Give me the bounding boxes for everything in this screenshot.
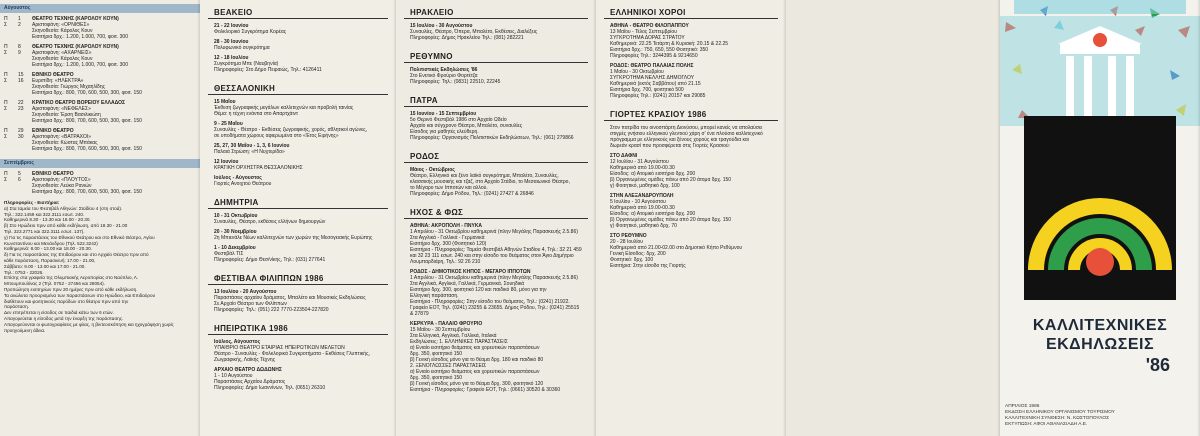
event-line: β) Οργανωμένες ομάδες πάνω από 20 άτομα δρχ. 150 — [610, 217, 732, 223]
weekday-column — [4, 44, 18, 68]
event-line: Παλαιά Στρώση: «Η Νυχτερίδα» — [214, 149, 285, 155]
weekday-letter: Π — [4, 72, 8, 78]
event-line: 1 Μαΐου - 30 Οκτωβρίου — [610, 69, 664, 75]
info-line: Απαγορεύονται οι φωτογραφίσεις με φλας, η βιντεοσκόπηση και ηχογράφηση χωρίς προηγούμενη άδεια. — [4, 321, 174, 333]
event-line: 1 Απριλίου - 31 Οκτωβρίου καθημερινά (πλην Μεγάλης Παρασκευής 2.5.86) — [410, 229, 578, 235]
info-line: β) Στο Ηρώδειο πριν από κάθε εκδήλωση, από 18.30 - 21.00 — [4, 223, 128, 229]
day-number: 22 — [18, 100, 24, 106]
event-date: Ιούλιος - Αύγουστος — [214, 175, 262, 181]
section-epirus — [200, 338, 396, 394]
event-date: 13 Ιουλίου - 20 Αυγούστου — [214, 289, 277, 295]
contact-info: Πληροφορίες: Δήμο Θεσ/νίκης, Τηλ.: (031) 277641 — [214, 257, 326, 263]
contact-info: Εισιτήρια - Πληροφορίες: Στην είσοδο του θεάματος, Τηλ.: (0241) 21922. Γραφείο ΕΟΤ, Τηλ. (0241) 23255 & 23655. Δήμος Ρόδου, Τηλ.: (0241) 25515 & 27879 — [410, 299, 580, 317]
event-date: ΚΕΡΚΥΡΑ - ΠΑΛΑΙΟ ΦΡΟΥΡΙΟ — [410, 321, 483, 327]
contact-info: Πληροφορίες: Δήμο Ιωαννίνων, Τηλ. (0651) 26310 — [214, 385, 326, 391]
event-line: Είσοδος: α) Ατομικό εισιτήριο δρχ. 200 — [610, 171, 696, 177]
event-block — [200, 366, 396, 394]
event-body — [32, 100, 196, 124]
event-block — [200, 228, 396, 244]
event-line: α) Ενιαίο εισιτήριο θεάματος και χορευτικών παραστάσεων — [410, 345, 540, 351]
event-entry — [0, 170, 200, 198]
event-body — [32, 44, 196, 68]
event-block — [200, 54, 396, 76]
info-line: γ) Για τις παραστάσεις του Εθνικού Θεάτρου και στο Εθνικό Θέατρο, Αγίου — [4, 234, 155, 240]
event-date: 28 - 30 Ιουνίου — [214, 39, 249, 45]
day-number: 30 — [18, 134, 24, 140]
info-line: Κωνσταντίνου και Μενάνδρου (Τηλ. 522.3242) — [4, 240, 98, 246]
event-line: Εισιτήρια δρχ.: 800, 700, 600, 500, 300, φοιτ. 150 — [32, 90, 142, 96]
info-line: κάθε παράσταση, Παρασκευή: 17.00 - 21.00, — [4, 257, 96, 263]
cover-title-line-1: ΚΑΛΛΙΤΕΧΝΙΚΕΣ — [1032, 317, 1168, 334]
event-line: Εισιτήρια δρχ.: 1.200, 1.000, 700, φοιτ. 300 — [32, 34, 128, 40]
event-body — [32, 171, 196, 195]
event-block — [200, 158, 396, 174]
section-wine-festivals — [596, 152, 786, 272]
event-list — [0, 15, 200, 155]
event-block — [596, 62, 786, 102]
event-line: Αρχαίο και σύγχρονο Θέατρο, Μπαλέτο, συναυλίες — [410, 123, 523, 129]
event-line: Σκηνοθεσία: Έρση Βασιλικιώτη — [32, 112, 101, 118]
event-line: Σε Αρχαίο Θέατρο των Φιλίππων — [214, 301, 287, 307]
event-line: 13 Μαΐου - Τέλος Σεπτεμβρίου — [610, 29, 677, 35]
event-line: Εισιτήρια δρχ. 700, φοιτητικό 500 — [610, 87, 684, 93]
publisher-footer — [1005, 404, 1115, 428]
event-line: Συναυλίες, Θέατρο, εκθέσεις ελλήνων δημιουργών — [214, 219, 326, 225]
day-number: 9 — [18, 50, 21, 56]
section-title-rhodes: ΡΟΔΟΣ — [404, 150, 588, 163]
info-line: δ) Για τις παραστάσεις της Επιδαύρου και στο Αρχαίο Θέατρο πριν από — [4, 252, 149, 258]
section-title-epirus: ΗΠΕΙΡΩΤΙΚΑ 1986 — [208, 322, 388, 335]
weekday-letter: Σ — [4, 106, 8, 112]
event-line: Εισιτήρια δρχ.: 750, 650, 550 Φοιτητικό: 350 — [610, 47, 709, 53]
event-block — [200, 212, 396, 228]
info-line: Τηλ. 323.2771 και 322.3111 εσωτ. 137). — [4, 228, 85, 234]
temple-column — [1066, 56, 1074, 116]
event-entry — [0, 43, 200, 71]
event-block — [200, 38, 396, 54]
section-heraklion — [396, 22, 596, 44]
event-line: Στο Ενετικό Φρούριο Φορτέτζα — [410, 73, 478, 79]
cover-illustration — [1000, 0, 1200, 300]
cover-year: '86 — [1145, 355, 1170, 375]
event-entry — [0, 99, 200, 127]
event-date: 12 - 18 Ιουλίου — [214, 55, 249, 61]
event-date: ΑΘΗΝΑ: ΑΚΡΟΠΟΛΗ - ΠΝΥΚΑ — [410, 223, 483, 229]
section-sound-light — [396, 222, 596, 396]
event-line: Σκηνοθεσία: Λεύκα Ρανιών — [32, 183, 92, 189]
section-title-philippi: ΦΕΣΤΙΒΑΛ ΦΙΛΙΠΠΩΝ 1986 — [208, 272, 388, 285]
weekday-letter: Π — [4, 100, 8, 106]
event-line: Αριστοφάνη: «ΟΡΝΙΘΕΣ» — [32, 22, 90, 28]
event-date: 15 Μαΐου — [214, 99, 236, 105]
section-rhodes — [396, 166, 596, 200]
event-line: Σκηνοθεσία: Κάρολος Κουν — [32, 28, 93, 34]
contact-info: Πληροφορίες: Οργανισμός Πολιτιστικών Εκδηλώσεων, Τηλ.: (061) 279866 — [410, 135, 574, 141]
panel-blank-fold — [786, 0, 1000, 436]
event-date: Μάιος - Οκτώβριος — [410, 167, 455, 173]
event-line: 1 - 10 Αυγούστου — [214, 373, 253, 379]
cover-title — [1000, 316, 1200, 376]
venue-name: ΘΕΑΤΡΟ ΤΕΧΝΗΣ (ΚΑΡΟΛΟΥ ΚΟΥΝ) — [32, 16, 119, 22]
event-date: 10 - 31 Οκτωβρίου — [214, 213, 258, 219]
day-number: 2 — [18, 22, 21, 28]
event-block — [200, 98, 396, 120]
event-block — [396, 110, 596, 144]
info-line: Σάββατο: 9.00 - 13.00 και 17.00 - 21.00. — [4, 263, 86, 269]
event-line: Εισιτήριο δρχ. 300, φοιτητικό 120 και παιδικό 80, μόνο για την — [410, 287, 547, 293]
event-line: Παραστάσεις αρχαίου δράματος, Μπαλέτο και Μουσικές Εκδηλώσεις — [214, 295, 366, 301]
event-date: ΣΤΟ ΡΕΘΥΜΝΟ — [610, 233, 647, 239]
event-block — [200, 142, 396, 158]
day-number: 23 — [18, 106, 24, 112]
section-philippi — [200, 288, 396, 316]
event-line: γ) Φοιτητικό, μαθητικό δρχ. 100 — [610, 183, 680, 189]
weekday-letter: Σ — [4, 78, 8, 84]
event-date: 21 - 22 Ιουνίου — [214, 23, 249, 29]
footer-line: ΚΑΛΛΙΤΕΧΝΙΚΗ ΣΥΝΘΕΣΗ: Ν. ΚΩΣΤΟΠΟΥΛΟΣ — [1005, 416, 1110, 421]
info-line: Καθημερινά: 8.00 - 13.00 και 18.00 - 20.30. — [4, 246, 92, 252]
event-line: 20 - 28 Ιουλίου — [610, 239, 643, 245]
event-line: Σκηνοθεσία: Γιώργος Μιχαηλίδης — [32, 84, 106, 90]
wine-festival-intro — [596, 124, 786, 152]
event-line: Στα Αγγλικά - Γαλλικά - Γερμανικά — [410, 235, 485, 241]
event-body — [32, 128, 196, 152]
event-line: β) Οργανωμένες ομάδες πάνω από 20 άτομα δρχ. 150 — [610, 177, 732, 183]
day-number: 8 — [18, 44, 21, 50]
venue-name: ΚΡΑΤΙΚΟ ΘΕΑΤΡΟ ΒΟΡΕΙΟΥ ΕΛΛΑΔΟΣ — [32, 100, 125, 106]
event-line: Ζωγραφικής, Λαϊκής Τέχνης — [214, 357, 276, 363]
weekday-letter: Π — [4, 16, 8, 22]
contact-info: Πληροφορίες: Στο Δήμο Πειραιώς, Τηλ.: 4126411 — [214, 67, 322, 73]
event-line: β) Γενική είσοδος μόνο για το θέαμα δρχ. 300, φοιτητικό 120 — [410, 381, 544, 387]
event-block — [396, 222, 596, 268]
section-rethymno — [396, 66, 596, 88]
event-line: 15 Μαΐου - 30 Σεπτεμβρίου — [410, 327, 471, 333]
event-block — [200, 174, 396, 190]
event-line: 2η Μπιενάλε Νέων καλλιτεχνών των χωρών της Μεσογειακής Ευρώπης — [214, 235, 373, 241]
event-date: ΣΤΟ ΔΑΦΝΙ — [610, 153, 638, 159]
event-line: β) Γενική είσοδος μόνο για το θέαμα δρχ. 180 και παιδικό 80 — [410, 357, 544, 363]
event-line: κλασσικής μουσικής και τζαζ, στο Αρχαίο Στάδιο, το Μεσαιωνικό Θέατρο, — [410, 179, 570, 185]
info-line: Τηλ.: 0753 - 22026. — [4, 269, 44, 275]
event-line: Θέατρο - Συναυλίες - Φολκλορικά Συγκροτήματα - Εκθέσεις Γλυπτικής, — [214, 351, 370, 357]
temple-column — [1126, 56, 1134, 116]
venue-name: ΕΘΝΙΚΟ ΘΕΑΤΡΟ — [32, 128, 74, 134]
event-date: ΡΟΔΟΣ - ΔΗΜΟΤΙΚΟΣ ΚΗΠΟΣ - ΜΕΓΑΡΟ ΙΠΠΟΤΩΝ — [410, 269, 531, 275]
event-list-september — [0, 170, 200, 198]
section-veakeio — [200, 22, 396, 76]
event-line: Σκηνοθεσία: Κώστας Μπάκας — [32, 140, 98, 146]
section-patra — [396, 110, 596, 144]
contact-info: Εισιτήρια - Πληροφορίες: Γραφείο ΕΟΤ, Τηλ.: (0661) 30520 & 30360 — [410, 387, 561, 393]
event-block — [596, 22, 786, 62]
info-line: διαθέτουν και φοιτητικούς παρόδων στο θέατρο πριν από την — [4, 298, 129, 304]
day-column — [18, 171, 32, 195]
weekday-letter: Π — [4, 44, 8, 50]
month-band-august: Αύγουστος — [0, 4, 200, 13]
event-line: Ευριπίδη: «ΗΛΕΚΤΡΑ» — [32, 78, 84, 84]
panel-regions-a — [200, 0, 396, 436]
event-line: Σκηνοθεσία: Κάρολος Κουν — [32, 56, 93, 62]
event-block — [200, 288, 396, 316]
event-line: Φολκλορικό Συγκρότημα Κορέας — [214, 29, 287, 35]
weekday-letter: Σ — [4, 177, 8, 183]
day-column — [18, 72, 32, 96]
intro-line: πρόγραμμα με ελληνικούς και ξένους χορούς και τραγούδια και — [610, 137, 749, 143]
event-line: Στα Ελληνικά, Αγγλικά, Γαλλικά, Ιταλικά — [410, 333, 497, 339]
venue-name: ΕΘΝΙΚΟ ΘΕΑΤΡΟ — [32, 171, 74, 177]
contact-info: Πληροφορίες Τηλ.: 3244395 & 9214650 — [610, 53, 698, 59]
weekday-letter: Π — [4, 128, 8, 134]
panel-athens-epidaurus — [0, 0, 200, 436]
contact-info: Πληροφορίες: Τηλ.: (0831) 22510, 22245 — [410, 79, 501, 85]
event-line: Εισιτήρια δρχ.: 800, 700, 600, 500, 300, φοιτ. 150 — [32, 118, 142, 124]
footer-line: ΕΚΤΥΠΩΣΗ: ΑΦΟΙ ΑΘΑΝΑΣΙΑΔΗ Α.Ε. — [1005, 422, 1088, 427]
event-block — [396, 66, 596, 88]
weekday-column — [4, 171, 18, 195]
day-number: 16 — [18, 78, 24, 84]
event-block — [396, 166, 596, 200]
event-line: Παραστάσεις Αρχαίου Δράματος — [214, 379, 286, 385]
event-body — [32, 16, 196, 40]
weekday-column — [4, 16, 18, 40]
section-title-sound-light: ΗΧΟΣ & ΦΩΣ — [404, 206, 588, 219]
event-line: Εισιτήρια δρχ.: 1.200, 1.000, 700, φοιτ. 300 — [32, 62, 128, 68]
venue-name: ΕΘΝΙΚΟ ΘΕΑΤΡΟ — [32, 72, 74, 78]
event-line: Καθημερινά από 19.00-00.30 — [610, 205, 675, 211]
event-entry — [0, 71, 200, 99]
section-title-patra: ΠΑΤΡΑ — [404, 94, 588, 107]
info-section — [0, 198, 200, 335]
event-line: ΣΥΓΚΡΟΤΗΜΑ ΔΟΡΑΣ ΣΤΡΑΤΟΥ — [610, 35, 685, 41]
section-dimitria — [200, 212, 396, 266]
contact-info: Πληροφορίες: Δήμο Ρόδου, Τηλ.: (0241) 27427 & 26846 — [410, 191, 534, 197]
center-disc — [1086, 248, 1114, 276]
event-line: Φοιτητικό: δρχ. 100 — [610, 257, 654, 263]
contact-info: Εισιτήρια - Πληροφορίες: Ταμεία Φεστιβάλ Αθηνών Σταδίου 4, Τηλ.: 32 21 459 και 32 23 111 εσωτ. 240 και στην είσοδο του θεάματος στον Άγιο Δημήτριο Λουμπαρδιάρη, Τηλ.: 92 26 210 — [410, 247, 582, 265]
event-block — [200, 244, 396, 266]
panel-dances-wine — [596, 0, 786, 436]
weekday-column — [4, 72, 18, 96]
event-line: σε υποδήματα χώρους αφιερωμένα στο «Έτος Ειρήνης» — [214, 133, 339, 139]
event-line: α) Ενιαίο εισιτήριο θεάματος και χορευτικών παραστάσεων — [410, 369, 540, 375]
event-line: 5 Ιουλίου - 10 Αυγούστου — [610, 199, 666, 205]
weekday-column — [4, 100, 18, 124]
event-line: 1 Απριλίου - 31 Οκτωβρίου καθημερινά (πλην Μεγάλης Παρασκευής 2.5.86) — [410, 275, 578, 281]
day-column — [18, 100, 32, 124]
event-date: 20 - 30 Νοεμβρίου — [214, 229, 257, 235]
event-date: 25, 27, 30 Μαΐου - 1, 3, 6 Ιουνίου — [214, 143, 290, 149]
weekday-letter: Σ — [4, 50, 8, 56]
event-date: ΑΘΗΝΑ - ΘΕΑΤΡΟ ΦΙΛΟΠΑΠΠΟΥ — [610, 23, 689, 29]
section-greek-dances — [596, 22, 786, 102]
event-line: Συγκρότημα Μπε (Ναυβηνία) — [214, 61, 279, 67]
info-lines — [4, 206, 196, 334]
event-line: Αριστοφάνη: «ΝΕΦΕΛΕΣ» — [32, 106, 91, 112]
event-line: γ) Φοιτητικό, μαθητικό δρχ. 70 — [610, 223, 677, 229]
event-date: 9 - 25 Μαΐου — [214, 121, 243, 127]
sun-disc — [1093, 33, 1107, 47]
event-line: Εισιτήρια δρχ.: 800, 700, 600, 500, 300, φοιτ. 150 — [32, 146, 142, 152]
section-title-dimitria: ΔΗΜΗΤΡΙΑ — [208, 196, 388, 209]
event-block — [200, 338, 396, 366]
event-line: Καθημερινά από 21.00-02.00 στο Δημοτικό Κήπο Ρεθύμνου — [610, 245, 743, 251]
event-line: Καθημερινά (εκτός Σαββάτου) από 21.15 — [610, 81, 701, 87]
weekday-letter: Σ — [4, 134, 8, 140]
event-date: 15 Ιουλίου - 30 Αυγούστου — [410, 23, 473, 29]
day-column — [18, 44, 32, 68]
event-line: Καθημερινά: 22.25 Τετάρτη & Κυριακή: 20.15 & 22.25 — [610, 41, 729, 47]
info-line: α) Στα ταμεία του Φεστιβάλ Αθηνών: Σταδίου 4 (στη στοά). — [4, 205, 123, 211]
contact-info: Πληροφορίες: Δήμος Ηρακλείου Τηλ.: (081) 282221 — [410, 35, 524, 41]
event-line: Εκδηλώσεις: 1. ΕΛΛΗΝΙΚΕΣ ΠΑΡΑΣΤΑΣΕΙΣ — [410, 339, 508, 345]
event-line: Συναυλίες, Θέατρο, Όπερα, Μπαλέτο, Εκθέσεις, Διαλέξεις — [410, 29, 538, 35]
intro-line: Στον πατρίδα του οινοσπάρτη Διονύσου, μπορεί κανείς να απολαύσει — [610, 125, 763, 131]
info-line: Μπουμπουλίνας 2 (Τηλ. 0752 - 27456 και 28054). — [4, 281, 105, 287]
cover-title-line-2: ΕΚΔΗΛΩΣΕΙΣ — [1045, 336, 1155, 353]
month-band-september: Σεπτέμβριος — [0, 159, 200, 168]
event-date: 1 - 10 Δεκεμβρίου — [214, 245, 256, 251]
info-line: παράσταση. — [4, 304, 29, 310]
day-number: 5 — [18, 171, 21, 177]
info-line: Απαγορεύεται η είσοδος μετά την έναρξη της παράστασης. — [4, 315, 124, 321]
intro-line: δωρεάν κρασί που προσφέρεται στις Γιορτές Κρασιού: — [610, 143, 730, 149]
event-line: ΚΡΑΤΙΚΗ ΟΡΧΗΣΤΡΑ ΘΕΣΣΑΛΟΝΙΚΗΣ — [214, 165, 303, 171]
event-line: Είσοδος: α) Ατομικό εισιτήριο δρχ. 200 — [610, 211, 696, 217]
event-line: το Μέγαρο των Ιπποτών και αλλού. — [410, 185, 488, 191]
event-body — [32, 72, 196, 96]
contact-info: Πληροφορίες: Τηλ.: (051) 222 7770-223504-227820 — [214, 307, 329, 313]
event-line: ΣΥΓΚΡΟΤΗΜΑ ΝΕΛΛΗΣ ΔΗΜΟΓΛΟΥ — [610, 75, 695, 81]
info-line: Προπώληση εισιτηρίων πριν 20 ημέρες πριν από κάθε εκδήλωση. — [4, 286, 138, 292]
event-line: 12 Ιουλίου - 31 Αυγούστου — [610, 159, 669, 165]
section-title-greek-dances: ΕΛΛΗΝΙΚΟΙ ΧΟΡΟΙ — [604, 6, 778, 19]
day-number: 15 — [18, 72, 24, 78]
event-line: Θέατρο, Ελληνικό και ξένο λαϊκό συγκρότημα, Μπαλέτο, Συναυλίες, — [410, 173, 559, 179]
event-date: 15 Ιουνίου - 15 Σεπτεμβρίου — [410, 111, 477, 117]
footer-line: ΑΠΡΙΛΙΟΣ 1986 — [1005, 404, 1040, 409]
day-column — [18, 128, 32, 152]
weekday-letter: Π — [4, 171, 8, 177]
event-line: 5ο Θερινό Φεστιβάλ 1986 στο Αρχαίο Ωδείο — [410, 117, 507, 123]
event-block — [396, 320, 596, 396]
event-line: Γιορτές Ανοιχτού Θεάτρου — [214, 181, 272, 187]
event-block — [200, 22, 396, 38]
event-entry — [0, 15, 200, 43]
day-column — [18, 16, 32, 40]
event-line: Φεστιβάλ ΤΙΣ — [214, 251, 244, 257]
sky-band — [1014, 0, 1186, 14]
event-date: ΡΟΔΟΣ: ΘΕΑΤΡΟ ΠΑΛΑΙΑΣ ΠΟΛΗΣ — [610, 63, 694, 69]
day-number: 6 — [18, 177, 21, 183]
event-block — [396, 268, 596, 320]
event-date: 12 Ιουνίου — [214, 159, 239, 165]
event-line: Εισιτήρια δρχ.: 800, 700, 600, 500, 300, φοιτ. 150 — [32, 189, 142, 195]
section-title-wine-festivals: ΓΙΟΡΤΕΣ ΚΡΑΣΙΟΥ 1986 — [604, 108, 778, 121]
event-line: δρχ. 350, φοιτητικό 150 — [410, 375, 463, 381]
event-line: 2. ΞΕΝΟΓΛΩΣΣΕΣ ΠΑΡΑΣΤΑΣΕΙΣ — [410, 363, 487, 369]
event-line: Αριστοφάνη: «ΠΛΟΥΤΟΣ» — [32, 177, 91, 183]
event-line: Γενική Είσοδος: δρχ. 200 — [610, 251, 666, 257]
event-date: ΑΡΧΑΙΟ ΘΕΑΤΡΟ ΔΩΔΩΝΗΣ — [214, 367, 282, 373]
venue-name: ΘΕΑΤΡΟ ΤΕΧΝΗΣ (ΚΑΡΟΛΟΥ ΚΟΥΝ) — [32, 44, 119, 50]
event-line: Εισιτήριο δρχ. 300 (Φοιτητικό 120) — [410, 241, 487, 247]
info-title: Πληροφορίες - Εισιτήρια: — [4, 200, 60, 205]
event-date: ΣΤΗΝ ΑΛΕΞΑΝΔΡΟΥΠΟΛΗ — [610, 193, 674, 199]
event-entry — [0, 127, 200, 155]
event-date: Πολιτιστικές Εκδηλώσεις '86 — [410, 67, 478, 73]
day-number: 29 — [18, 128, 24, 134]
contact-info: Πληροφορίες Τηλ.: (0241) 20157 και 29085 — [610, 93, 706, 99]
event-line: Αριστοφάνη: «ΒΑΤΡΑΧΟΙ» — [32, 134, 92, 140]
event-line: Είσοδος για μαθητές ελεύθερη. — [410, 129, 479, 135]
event-date: Ιούλιος, Αύγουστος — [214, 339, 261, 345]
cover-panel — [1000, 0, 1200, 436]
event-line: ΥΠΑΙΘΡΙΟ ΘΕΑΤΡΟ ΕΤΑΙΡΙΑΣ ΗΠΕΙΡΩΤΙΚΩΝ ΜΕΛΕΤΩΝ — [214, 345, 345, 351]
temple-column — [1108, 56, 1116, 116]
event-line: Έκθεση ζωγραφικής μεγάλων καλλιτεχνών και προβολή ταινίας — [214, 105, 354, 111]
event-block — [200, 120, 396, 142]
intro-line: στιγμές γνήσιου ελληνικού γλεντιού χάρη σ' ένα πλούσιο καλλιτεχνικό — [610, 131, 763, 137]
event-block — [596, 192, 786, 232]
section-title-veakeio: ΒΕΑΚΕΙΟ — [208, 6, 388, 19]
event-block — [596, 152, 786, 192]
info-line: Τηλ.: 322.1459 και 322.3111 εσωτ. 240. — [4, 211, 85, 217]
event-line: Καθημερινά από 19.00-00.30 — [610, 165, 675, 171]
event-line: Θέμα: η τέχνη ενάντια στο Απαρτχάιντ — [214, 111, 299, 117]
event-line: Αριστοφάνη: «ΑΧΑΡΝΕΙΣ» — [32, 50, 92, 56]
temple-column — [1084, 56, 1092, 116]
event-line: Στα Αγγλικά, Αγγλικά, Γαλλικά, Γερμανικά, Σουηδικά — [410, 281, 525, 287]
section-thessaloniki — [200, 98, 396, 190]
event-line: Συναυλίες - Θέατρο - Εκθέσεις ζωγραφικής, χορός, αθλητικοί αγώνες, — [214, 127, 368, 133]
event-line: Ελληνική παράσταση. — [410, 293, 459, 299]
weekday-column — [4, 128, 18, 152]
event-block — [396, 22, 596, 44]
event-line: Πολυφωνικό συγκρότημα — [214, 45, 270, 51]
panel-regions-b — [396, 0, 596, 436]
info-line: Δεν επιτρέπεται η είσοδος σε παιδιά κάτω των 6 ετών. — [4, 310, 114, 316]
section-title-rethymno: ΡΕΘΥΜΝΟ — [404, 50, 588, 63]
day-number: 1 — [18, 16, 21, 22]
weekday-letter: Σ — [4, 22, 8, 28]
contact-info: Εισιτήρια: Στην είσοδο της Γιορτής — [610, 263, 686, 269]
section-title-thessaloniki: ΘΕΣΣΑΛΟΝΙΚΗ — [208, 82, 388, 95]
section-title-heraklion: ΗΡΑΚΛΕΙΟ — [404, 6, 588, 19]
info-line: Επίσης στα γραφεία της Ολυμπιακής Αεροπορίας στο Ναύπλιο, Λ. — [4, 275, 139, 281]
event-block — [596, 232, 786, 272]
info-line: Τα ανώλυτα προορισμένα των παραστάσεων στο Ηρώδειο, και Επιδαύρου — [4, 292, 156, 298]
info-line: Καθημερινά 8.30 - 13.30 και 18.00 - 20.30. — [4, 217, 91, 223]
event-line: δρχ. 350, φοιτητικό 150 — [410, 351, 463, 357]
footer-line: ΕΚΔΟΣΗ ΕΛΛΗΝΙΚΟΥ ΟΡΓΑΝΙΣΜΟΥ ΤΟΥΡΙΣΜΟΥ — [1005, 410, 1115, 415]
